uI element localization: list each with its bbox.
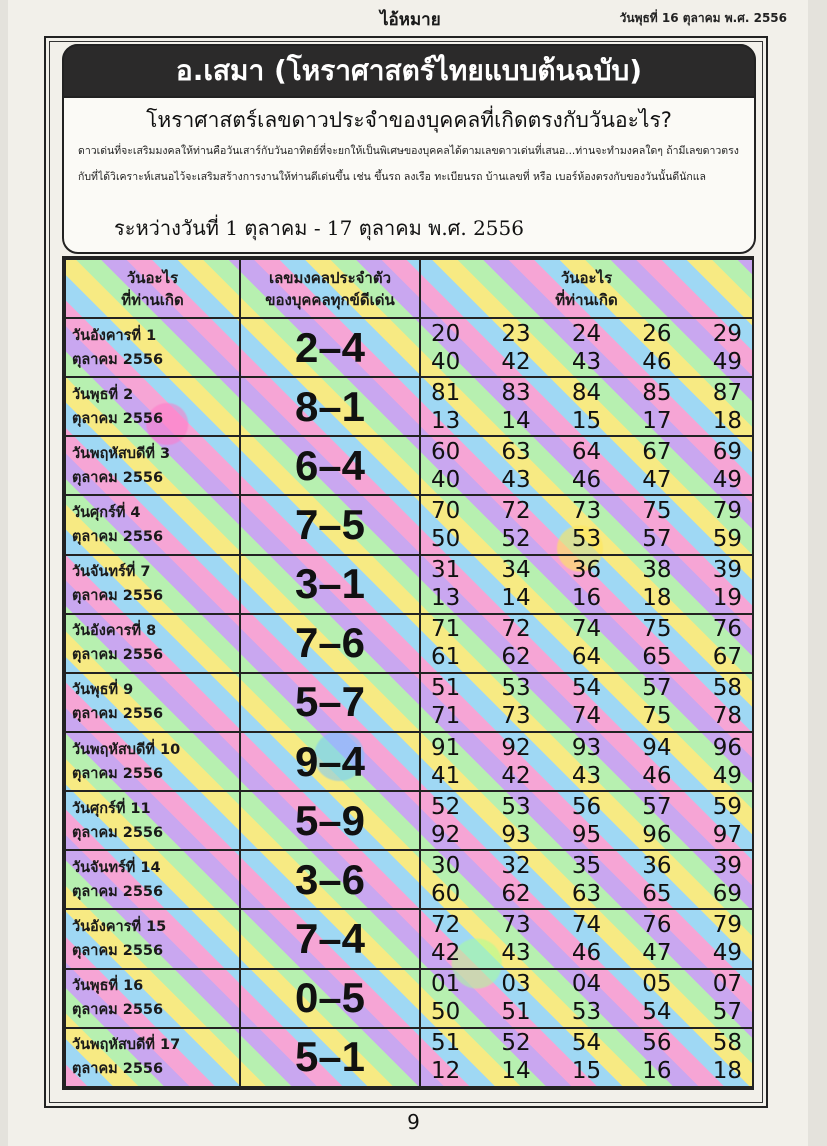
number: 56 — [571, 793, 602, 820]
birth-day: วันจันทร์ที่ 7 — [72, 564, 151, 581]
number: 94 — [642, 734, 672, 761]
numbers-row-2 — [425, 880, 748, 908]
number: 76 — [712, 616, 742, 643]
table-row — [65, 673, 753, 732]
birth-day: วันอังคารที่ 8 — [72, 623, 157, 640]
number: 47 — [642, 939, 672, 966]
birth-month: ตุลาคม 2556 — [72, 528, 164, 545]
lucky-number: 6–4 — [240, 436, 420, 495]
numbers-row-2 — [425, 702, 748, 730]
number: 39 — [712, 557, 742, 584]
numbers-row-2 — [425, 998, 748, 1026]
birth-day-cell — [65, 614, 240, 673]
lucky-number: 3–6 — [240, 850, 420, 909]
table-row — [65, 377, 753, 436]
birth-month: ตุลาคม 2556 — [72, 588, 164, 605]
number: 57 — [642, 675, 672, 702]
table-header-row — [65, 259, 753, 318]
number: 65 — [642, 644, 672, 671]
lucky-number: 2–4 — [240, 318, 420, 377]
number: 16 — [642, 1058, 672, 1085]
number: 70 — [431, 497, 461, 524]
birth-day: วันพฤหัสบดีที่ 10 — [72, 741, 181, 758]
number: 73 — [571, 497, 602, 524]
article-subtitle: โหราศาสตร์เลขดาวประจำของบุคคลที่เกิดตรงกับวันอะไร? — [146, 108, 672, 132]
number: 35 — [571, 852, 602, 879]
number: 01 — [431, 971, 461, 998]
number: 30 — [431, 852, 461, 879]
numbers-cell — [420, 969, 753, 1028]
numbers-row-2 — [425, 584, 748, 612]
number: 53 — [571, 525, 602, 552]
birth-day: วันพฤหัสบดีที่ 17 — [72, 1037, 181, 1054]
number: 72 — [501, 616, 531, 643]
number: 78 — [712, 703, 742, 730]
header-numbers-label: วันอะไร ที่ท่านเกิด — [555, 268, 618, 309]
number: 36 — [571, 557, 602, 584]
number: 05 — [642, 971, 672, 998]
number: 60 — [431, 880, 461, 907]
number: 60 — [431, 438, 461, 465]
numbers-cell — [420, 673, 753, 732]
number: 42 — [501, 762, 531, 789]
birth-day-cell — [65, 673, 240, 732]
number: 14 — [501, 407, 531, 434]
number: 39 — [712, 852, 742, 879]
number: 73 — [501, 703, 531, 730]
number: 03 — [501, 971, 531, 998]
numbers-row-2 — [425, 348, 748, 376]
number: 84 — [571, 379, 602, 406]
article-header — [62, 44, 756, 254]
number: 59 — [712, 525, 742, 552]
masthead: ไอ้หมาย — [380, 10, 441, 30]
number: 64 — [571, 644, 602, 671]
number: 79 — [712, 911, 742, 938]
number: 46 — [571, 939, 602, 966]
numbers-cell — [420, 614, 753, 673]
number: 52 — [501, 525, 531, 552]
number: 74 — [571, 911, 602, 938]
number: 43 — [571, 348, 602, 375]
number: 63 — [501, 438, 531, 465]
number: 49 — [712, 348, 742, 375]
number: 14 — [501, 585, 531, 612]
birth-day-cell — [65, 969, 240, 1028]
number: 42 — [501, 348, 531, 375]
number: 74 — [571, 616, 602, 643]
number: 95 — [571, 821, 602, 848]
number: 54 — [571, 1030, 602, 1057]
number: 16 — [571, 585, 602, 612]
number: 07 — [712, 971, 742, 998]
lucky-number: 7–5 — [240, 495, 420, 554]
birth-day-cell — [65, 909, 240, 968]
numbers-row-1 — [425, 497, 748, 525]
header-birth-day — [65, 259, 240, 318]
numbers-row-1 — [425, 970, 748, 998]
birth-day: วันอังคารที่ 15 — [72, 918, 167, 935]
number: 40 — [431, 348, 461, 375]
birth-month: ตุลาคม 2556 — [72, 410, 164, 427]
number: 53 — [501, 675, 531, 702]
numbers-cell — [420, 909, 753, 968]
number: 96 — [642, 821, 672, 848]
numbers-cell — [420, 732, 753, 791]
birth-month: ตุลาคม 2556 — [72, 824, 164, 841]
numbers-row-2 — [425, 821, 748, 849]
birth-day-cell — [65, 850, 240, 909]
lucky-number: 5–9 — [240, 791, 420, 850]
number: 92 — [501, 734, 531, 761]
table-row — [65, 436, 753, 495]
number: 18 — [712, 1058, 742, 1085]
birth-month: ตุลาคม 2556 — [72, 1002, 164, 1019]
number: 53 — [571, 999, 602, 1026]
table-row — [65, 791, 753, 850]
birth-day: วันศุกร์ที่ 11 — [72, 800, 151, 817]
number: 75 — [642, 497, 672, 524]
number: 46 — [642, 762, 672, 789]
number: 79 — [712, 497, 742, 524]
number: 40 — [431, 466, 461, 493]
table-row — [65, 909, 753, 968]
number: 63 — [571, 880, 602, 907]
number: 13 — [431, 407, 461, 434]
number: 49 — [712, 939, 742, 966]
number: 73 — [501, 911, 531, 938]
number: 92 — [431, 821, 461, 848]
number: 14 — [501, 1058, 531, 1085]
lucky-number: 0–5 — [240, 969, 420, 1028]
number: 41 — [431, 762, 461, 789]
numbers-row-1 — [425, 615, 748, 643]
number: 46 — [642, 348, 672, 375]
number: 50 — [431, 999, 461, 1026]
number: 96 — [712, 734, 742, 761]
birth-day: วันจันทร์ที่ 14 — [72, 859, 161, 876]
number: 18 — [712, 407, 742, 434]
numbers-row-1 — [425, 852, 748, 880]
issue-date: วันพุธที่ 16 ตุลาคม พ.ศ. 2556 — [619, 11, 787, 25]
number: 24 — [571, 320, 602, 347]
number: 34 — [501, 557, 531, 584]
birth-day: วันพุธที่ 16 — [72, 978, 144, 995]
number: 43 — [501, 939, 531, 966]
birth-day-cell — [65, 1028, 240, 1087]
birth-day: วันพุธที่ 2 — [72, 386, 134, 403]
number: 47 — [642, 466, 672, 493]
number: 51 — [501, 999, 531, 1026]
number: 46 — [571, 466, 602, 493]
number: 15 — [571, 1058, 602, 1085]
birth-month: ตุลาคม 2556 — [72, 351, 164, 368]
lucky-number: 9–4 — [240, 732, 420, 791]
number: 72 — [431, 911, 461, 938]
number: 31 — [431, 557, 461, 584]
header-birth-day-label: วันอะไร ที่ท่านเกิด — [121, 268, 184, 309]
number: 64 — [571, 438, 602, 465]
numbers-cell — [420, 495, 753, 554]
lucky-number: 3–1 — [240, 555, 420, 614]
number: 53 — [501, 793, 531, 820]
number: 20 — [431, 320, 461, 347]
lucky-number: 5–7 — [240, 673, 420, 732]
birth-day-cell — [65, 377, 240, 436]
number: 49 — [712, 466, 742, 493]
header-lucky-number-label: เลขมงคลประจำตัว ของบุคคลทุกข์ดีเด่น — [265, 268, 395, 309]
table-row — [65, 1028, 753, 1087]
birth-month: ตุลาคม 2556 — [72, 883, 164, 900]
number: 59 — [712, 793, 742, 820]
date-range: ระหว่างวันที่ 1 ตุลาคม - 17 ตุลาคม พ.ศ. 2556 — [114, 216, 524, 240]
article-title: อ.เสมา (โหราศาสตร์ไทยแบบต้นฉบับ) — [62, 44, 756, 98]
table-row — [65, 614, 753, 673]
number: 58 — [712, 675, 742, 702]
table-row — [65, 495, 753, 554]
number: 93 — [571, 734, 602, 761]
birth-day: วันอังคารที่ 1 — [72, 327, 157, 344]
number: 32 — [501, 852, 531, 879]
number: 43 — [501, 466, 531, 493]
number: 43 — [571, 762, 602, 789]
number: 74 — [571, 703, 602, 730]
number: 26 — [642, 320, 672, 347]
numbers-row-2 — [425, 939, 748, 967]
birth-day-cell — [65, 555, 240, 614]
number: 69 — [712, 438, 742, 465]
numbers-row-1 — [425, 734, 748, 762]
number: 49 — [712, 762, 742, 789]
numbers-row-1 — [425, 1029, 748, 1057]
number: 83 — [501, 379, 531, 406]
lucky-number: 7–6 — [240, 614, 420, 673]
number: 29 — [712, 320, 742, 347]
numbers-cell — [420, 318, 753, 377]
number: 67 — [712, 644, 742, 671]
table-row — [65, 732, 753, 791]
number: 52 — [501, 1030, 531, 1057]
page-number: 9 — [407, 1110, 420, 1134]
numbers-row-1 — [425, 320, 748, 348]
numbers-cell — [420, 1028, 753, 1087]
number: 62 — [501, 644, 531, 671]
numbers-cell — [420, 791, 753, 850]
number: 61 — [431, 644, 461, 671]
number: 51 — [431, 675, 461, 702]
article-description: ดาวเด่นที่จะเสริมมงคลให้ท่านคือวันเสาร์กับวันอาทิตย์ที่จะยกให้เป็นพิเศษของบุคคลได้ตามเลขดาวเด่นที่เสนอ...ท่านจะทำมงคลใดๆ ถ้ามีเลขดาวตรงกับที่ได้วิเคราะห์เสนอไว้จะเสริมสร้างการงานให้ท่านดีเด่นขึ้น เช่น ขึ้นรถ ลงเรือ ทะเบียนรถ บ้านเลขที่ หรือ เบอร์ห้องตรงกับของวันนั้นดีนักแล — [78, 145, 739, 183]
number: 56 — [642, 1030, 672, 1057]
numbers-row-2 — [425, 1057, 748, 1085]
number: 85 — [642, 379, 672, 406]
lucky-number-table — [62, 256, 754, 1090]
number: 87 — [712, 379, 742, 406]
numbers-cell — [420, 377, 753, 436]
numbers-row-2 — [425, 643, 748, 671]
number: 19 — [712, 585, 742, 612]
table-row — [65, 555, 753, 614]
table-row — [65, 969, 753, 1028]
numbers-row-1 — [425, 674, 748, 702]
number: 93 — [501, 821, 531, 848]
number: 23 — [501, 320, 531, 347]
number: 75 — [642, 616, 672, 643]
number: 71 — [431, 703, 461, 730]
numbers-row-1 — [425, 556, 748, 584]
number: 18 — [642, 585, 672, 612]
number: 36 — [642, 852, 672, 879]
number: 13 — [431, 585, 461, 612]
header-lucky-number — [240, 259, 420, 318]
number: 54 — [642, 999, 672, 1026]
lucky-number: 5–1 — [240, 1028, 420, 1087]
number: 69 — [712, 880, 742, 907]
number: 04 — [571, 971, 602, 998]
numbers-row-1 — [425, 379, 748, 407]
number: 65 — [642, 880, 672, 907]
birth-day-cell — [65, 791, 240, 850]
number: 67 — [642, 438, 672, 465]
numbers-row-2 — [425, 466, 748, 494]
number: 71 — [431, 616, 461, 643]
numbers-row-2 — [425, 407, 748, 435]
lucky-number: 7–4 — [240, 909, 420, 968]
number: 57 — [642, 793, 672, 820]
birth-month: ตุลาคม 2556 — [72, 942, 164, 959]
birth-month: ตุลาคม 2556 — [72, 765, 164, 782]
number: 12 — [431, 1058, 461, 1085]
number: 76 — [642, 911, 672, 938]
number: 75 — [642, 703, 672, 730]
birth-month: ตุลาคม 2556 — [72, 469, 164, 486]
number: 52 — [431, 793, 461, 820]
number: 15 — [571, 407, 602, 434]
number: 57 — [712, 999, 742, 1026]
birth-day-cell — [65, 318, 240, 377]
birth-month: ตุลาคม 2556 — [72, 647, 164, 664]
birth-day-cell — [65, 495, 240, 554]
number: 91 — [431, 734, 461, 761]
birth-month: ตุลาคม 2556 — [72, 1061, 164, 1078]
lucky-number: 8–1 — [240, 377, 420, 436]
table-row — [65, 850, 753, 909]
numbers-cell — [420, 850, 753, 909]
number: 72 — [501, 497, 531, 524]
numbers-row-1 — [425, 911, 748, 939]
number: 42 — [431, 939, 461, 966]
number: 51 — [431, 1030, 461, 1057]
header-numbers — [420, 259, 753, 318]
number: 50 — [431, 525, 461, 552]
numbers-cell — [420, 436, 753, 495]
numbers-row-1 — [425, 793, 748, 821]
numbers-cell — [420, 555, 753, 614]
birth-day-cell — [65, 732, 240, 791]
number: 57 — [642, 525, 672, 552]
numbers-row-2 — [425, 525, 748, 553]
number: 54 — [571, 675, 602, 702]
birth-day: วันพุธที่ 9 — [72, 682, 134, 699]
birth-day: วันศุกร์ที่ 4 — [72, 504, 141, 521]
numbers-row-2 — [425, 762, 748, 790]
number: 81 — [431, 379, 461, 406]
table-row — [65, 318, 753, 377]
birth-month: ตุลาคม 2556 — [72, 706, 164, 723]
numbers-row-1 — [425, 438, 748, 466]
number: 62 — [501, 880, 531, 907]
number: 97 — [712, 821, 742, 848]
birth-day-cell — [65, 436, 240, 495]
number: 58 — [712, 1030, 742, 1057]
number: 17 — [642, 407, 672, 434]
birth-day: วันพฤหัสบดีที่ 3 — [72, 445, 171, 462]
number: 38 — [642, 557, 672, 584]
